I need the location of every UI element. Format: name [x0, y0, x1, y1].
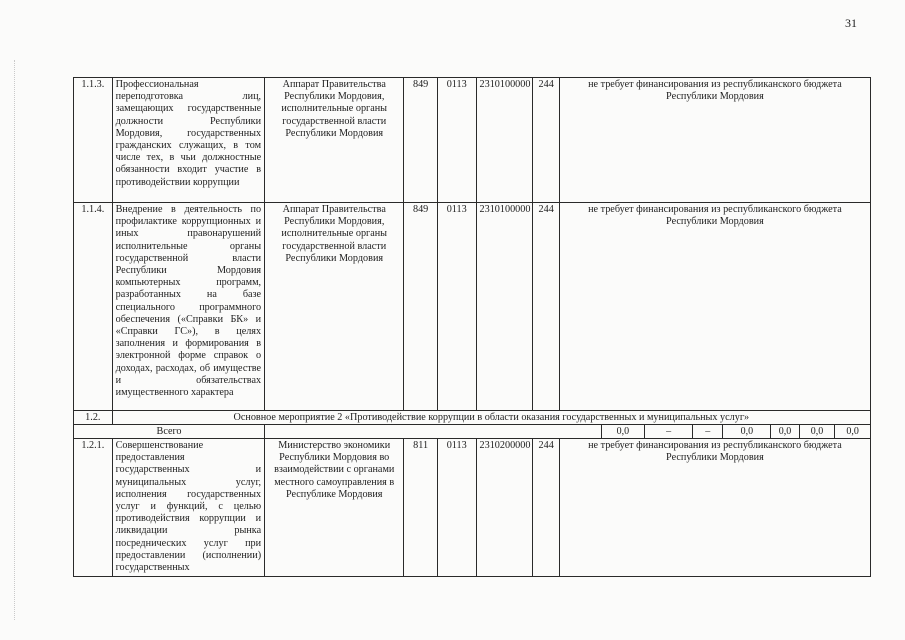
table-row [74, 203, 871, 411]
total-value: – [693, 425, 723, 439]
total-value: – [645, 425, 693, 439]
funding-note: не требует финансирования из республиканского бюджета Республики Мордовия [559, 439, 870, 577]
total-label: Всего [74, 425, 265, 439]
grbs-code: 849 [404, 78, 438, 203]
rzpr-code: 0113 [437, 439, 476, 577]
row-number: 1.1.4. [74, 203, 113, 411]
activity-description: Внедрение в деятельность по профилактике коррупционных и иных правонарушений исполнительные органы государственной власти Республики Мордовия компьютерных программ, разработанных на базе специального программного обеспечения («Справки БК» и «Справки ГС»), в целях заполнения и формирования в электронной форме справок о доходах, расходах, об имуществе и обязательствах имущественного характера [112, 203, 264, 411]
page-number: 31 [845, 16, 857, 30]
csr-code: 2310100000 [476, 203, 533, 411]
total-value: 0,0 [835, 425, 871, 439]
executor: Аппарат Правительства Республики Мордовия, исполнительные органы государственной власти Республики Мордовия [265, 78, 404, 203]
row-number: 1.1.3. [74, 78, 113, 203]
activity-description: Совершенствование предоставления государственных и муниципальных услуг, исполнения государственных услуг и функций, с целью противодействия коррупции и ликвидации рынка посреднических услуг при предоставлении (исполнении) государственных [112, 439, 264, 577]
total-value: 0,0 [799, 425, 835, 439]
binding-margin [14, 60, 25, 620]
section-title: Основное мероприятие 2 «Противодействие коррупции в области оказания государственных и муниципальных услуг» [112, 411, 870, 425]
activity-description: Профессиональная переподготовка лиц, замещающих государственные должности Республики Мордовия, государственных гражданских служащих, в том числе тех, в чьи должностные обязанности входит участие в противодействии коррупции [112, 78, 264, 203]
csr-code: 2310100000 [476, 78, 533, 203]
table-row [74, 439, 871, 577]
table-row [74, 78, 871, 203]
rzpr-code: 0113 [437, 203, 476, 411]
executor: Аппарат Правительства Республики Мордовия, исполнительные органы государственной власти Республики Мордовия [265, 203, 404, 411]
total-value: 0,0 [601, 425, 645, 439]
csr-code: 2310200000 [476, 439, 533, 577]
row-number: 1.2.1. [74, 439, 113, 577]
vr-code: 244 [533, 78, 559, 203]
funding-note: не требует финансирования из республиканского бюджета Республики Мордовия [559, 203, 870, 411]
total-value: 0,0 [771, 425, 799, 439]
total-empty-cell [265, 425, 601, 439]
rzpr-code: 0113 [437, 78, 476, 203]
total-value: 0,0 [723, 425, 771, 439]
program-activities-table [73, 77, 871, 577]
vr-code: 244 [533, 203, 559, 411]
total-row [74, 425, 871, 439]
executor: Министерство экономики Республики Мордовия во взаимодействии с органами местного самоуправления в Республике Мордовия [265, 439, 404, 577]
vr-code: 244 [533, 439, 559, 577]
grbs-code: 849 [404, 203, 438, 411]
grbs-code: 811 [404, 439, 438, 577]
funding-note: не требует финансирования из республиканского бюджета Республики Мордовия [559, 78, 870, 203]
section-row [74, 411, 871, 425]
section-number: 1.2. [74, 411, 113, 425]
